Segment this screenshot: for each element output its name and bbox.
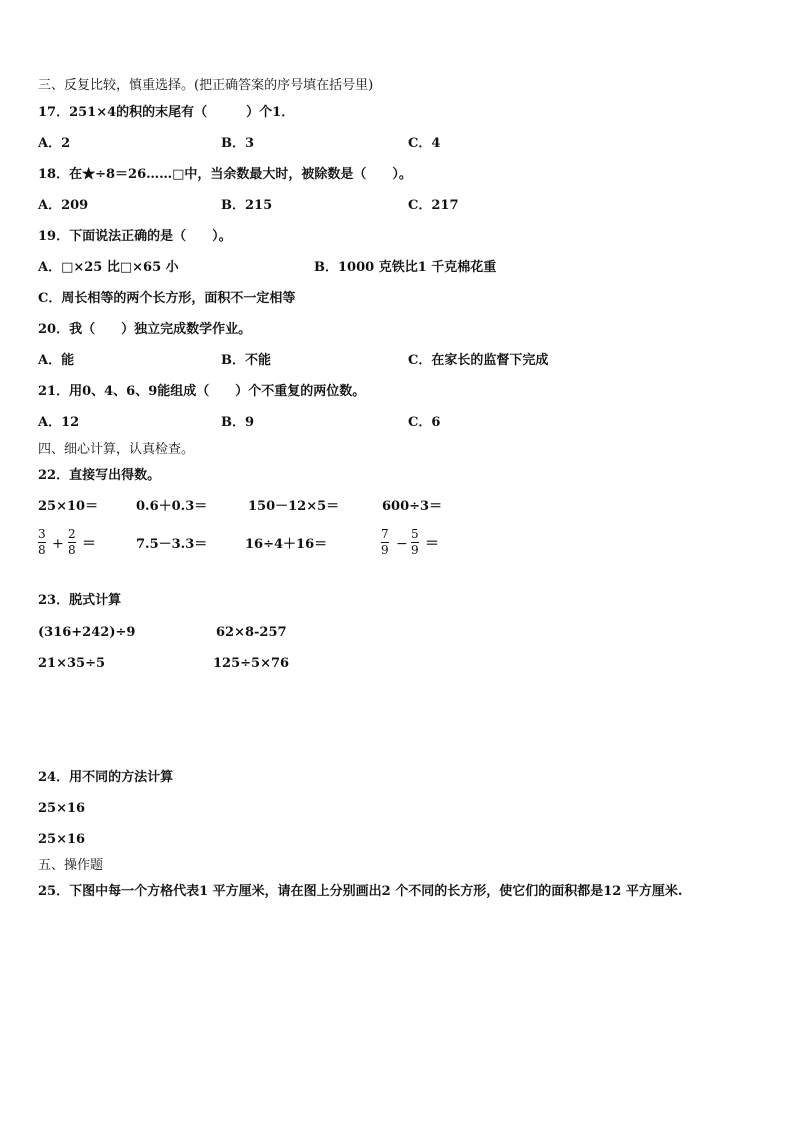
fraction <box>411 528 419 557</box>
q20-option-c: C．在家长的监督下完成 <box>408 353 549 368</box>
q22-expr-1: 25×10＝ <box>38 499 99 514</box>
q22-expr-3: 150－12×5＝ <box>248 499 340 514</box>
section-4-heading: 四、细心计算，认真检查。 <box>38 442 195 457</box>
q24-expr-1: 25×16 <box>38 801 86 816</box>
denominator: 8 <box>68 543 76 557</box>
section-3-heading: 三、反复比较，慎重选择。(把正确答案的序号填在括号里) <box>38 78 374 93</box>
numerator: 5 <box>411 527 419 541</box>
numerator: 3 <box>38 527 46 541</box>
question-23-stem: 23．脱式计算 <box>38 593 122 608</box>
q23-expr-4: 125÷5×76 <box>213 656 290 671</box>
q22-expr-2: 0.6＋0.3＝ <box>136 499 208 514</box>
q21-option-b: B．9 <box>221 415 255 430</box>
q18-option-b: B．215 <box>221 198 273 213</box>
q19-option-c: C．周长相等的两个长方形，面积不一定相等 <box>38 291 296 306</box>
q18-option-c: C．217 <box>408 198 459 213</box>
q22-expr-4: 600÷3＝ <box>382 499 443 514</box>
denominator: 9 <box>381 543 389 557</box>
equals-sign: ＝ <box>82 536 96 552</box>
question-17-stem: 17．251×4的积的末尾有（ ）个1． <box>38 105 295 120</box>
equals-sign: ＝ <box>425 536 439 552</box>
q19-option-a: A．□×25 比□×65 小 <box>38 260 179 275</box>
q17-option-c: C．4 <box>408 136 441 151</box>
q20-option-a: A．能 <box>38 353 75 368</box>
fraction <box>38 528 46 557</box>
numerator: 7 <box>381 527 389 541</box>
question-21-stem: 21．用0、4、6、9能组成（ ）个不重复的两位数。 <box>38 384 366 399</box>
q17-option-b: B．3 <box>221 136 255 151</box>
q22-expr-7: 16÷4＋16＝ <box>245 537 328 552</box>
q21-option-a: A．12 <box>38 415 80 430</box>
q21-option-c: C．6 <box>408 415 441 430</box>
question-24-stem: 24．用不同的方法计算 <box>38 770 174 785</box>
operator: − <box>396 536 408 552</box>
q23-expr-3: 21×35÷5 <box>38 656 106 671</box>
q24-expr-2: 25×16 <box>38 832 86 847</box>
section-5-heading: 五、操作题 <box>38 858 104 873</box>
q17-option-a: A．2 <box>38 136 71 151</box>
q23-expr-1: (316+242)÷9 <box>38 625 136 640</box>
q23-expr-2: 62×8-257 <box>216 625 287 640</box>
q19-option-b: B．1000 克铁比1 千克棉花重 <box>314 260 497 275</box>
operator: + <box>52 536 64 552</box>
question-20-stem: 20．我（ ）独立完成数学作业。 <box>38 322 252 337</box>
fraction <box>68 528 76 557</box>
q22-expr-6: 7.5－3.3＝ <box>136 537 208 552</box>
numerator: 2 <box>68 527 76 541</box>
q20-option-b: B．不能 <box>221 353 271 368</box>
denominator: 8 <box>38 543 46 557</box>
question-22-stem: 22．直接写出得数。 <box>38 468 161 483</box>
denominator: 9 <box>411 543 419 557</box>
fraction <box>381 528 389 557</box>
q18-option-a: A．209 <box>38 198 89 213</box>
question-25-stem: 25．下图中每一个方格代表1 平方厘米，请在图上分别画出2 个不同的长方形，使它们的面积都是12 平方厘米. <box>38 884 683 899</box>
question-18-stem: 18．在★÷8＝26……□中，当余数最大时，被除数是（ ）。 <box>38 167 412 182</box>
question-19-stem: 19．下面说法正确的是（ ）。 <box>38 229 232 244</box>
